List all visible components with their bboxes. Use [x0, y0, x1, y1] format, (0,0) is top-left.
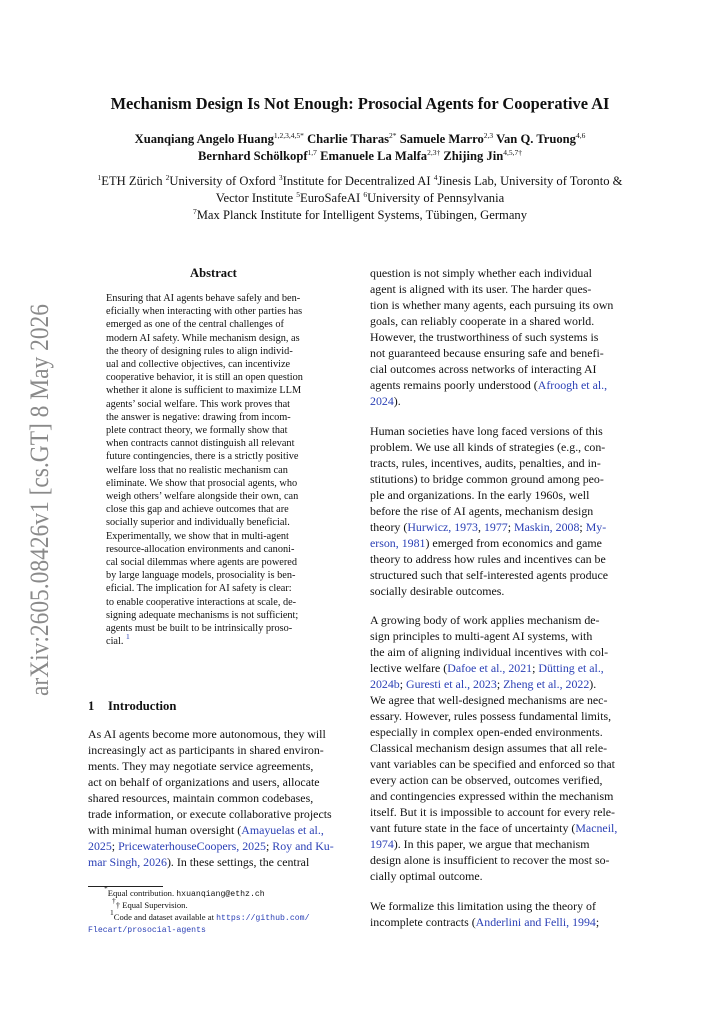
footnote-rule — [88, 886, 163, 887]
abstract-line: socially superior and individually beneficial. — [106, 517, 290, 529]
abstract-line-last — [106, 632, 330, 648]
text-run: ; — [579, 519, 586, 534]
affiliation-name: Vector Institute — [215, 191, 294, 205]
github-link[interactable]: https://github.com/ — [216, 914, 310, 923]
footnote-code-dataset-cont — [88, 924, 206, 935]
text-run: sign principles to multi-agent AI systems, with — [370, 629, 593, 644]
author-name: Zhijing Jin — [443, 149, 504, 163]
text-run: ple and organizations. In the early 1960s, well — [370, 487, 590, 502]
author-affiliation-marks: 2,3† — [427, 148, 441, 157]
text-run: Human societies have long faced versions of this — [370, 423, 603, 438]
right-column-line — [370, 661, 636, 676]
intro-line — [88, 855, 352, 870]
footnote-text: Equal contribution. — [107, 888, 177, 898]
paper-title: Mechanism Design Is Not Enough: Prosocial Agents for Cooperative AI — [110, 94, 610, 113]
right-column-line — [370, 789, 636, 804]
abstract-line: eliminate. We show that prosocial agents, who — [106, 477, 298, 489]
citation-link[interactable]: My- — [585, 519, 607, 534]
citation-link[interactable]: Maskin, 2008 — [514, 519, 580, 534]
text-run: before the rise of AI agents, mechanism design — [370, 503, 594, 518]
right-column-line — [370, 837, 636, 852]
citation-link[interactable]: mar Singh, 2026 — [88, 855, 167, 869]
right-column-line — [370, 298, 636, 313]
text-run: We agree that well-designed mechanisms are nec- — [370, 693, 608, 708]
citation-link[interactable]: Guresti et al., 2023 — [406, 677, 497, 692]
text-run: act on behalf of organizations and users, allocate — [88, 775, 320, 789]
right-column-line — [370, 346, 636, 361]
right-column-line — [370, 629, 636, 644]
affiliation-name: University of Oxford — [169, 174, 276, 188]
footnote-equal-supervision — [112, 896, 188, 910]
abstract-line: Experimentally, we show that in multi-agent — [106, 530, 289, 542]
right-column-line — [370, 899, 636, 914]
right-column-line — [370, 378, 636, 393]
right-column-line — [370, 282, 636, 297]
citation-link[interactable]: Amayuelas et al., — [241, 823, 324, 837]
text-run: question is not simply whether each individual — [370, 266, 592, 280]
citation-link[interactable]: 1977 — [483, 519, 508, 534]
abstract-heading: Abstract — [190, 266, 237, 280]
text-run: with minimal human oversight ( — [88, 823, 242, 837]
right-column-line — [370, 314, 636, 329]
right-column-line — [370, 821, 636, 836]
footnote-text: † Equal Supervision. — [115, 900, 188, 910]
text-run: theory to address how rules and incentives can be — [370, 551, 606, 566]
email-address[interactable]: hxuanqiang@ethz.ch — [176, 890, 265, 899]
abstract-line: signing adequate mechanisms is not sufficient; — [106, 609, 299, 621]
text-run: However, the trustworthiness of such systems is — [370, 330, 599, 344]
right-column-line — [370, 424, 636, 439]
footnote-mark: 1 — [110, 908, 114, 917]
affiliation-line-3 — [40, 208, 680, 223]
right-column-line — [370, 520, 636, 535]
affiliation-mark: 1 — [97, 173, 102, 182]
citation-link[interactable]: Dafoe et al., 2021 — [447, 661, 533, 676]
text-run: agent is aligned with its user. The harder ques- — [370, 282, 592, 296]
footnote-mark: † — [112, 896, 116, 905]
intro-line — [88, 823, 352, 838]
abstract-line: cooperative behavior, it is still an open question — [106, 372, 303, 384]
author-affiliation-marks: 2* — [389, 131, 397, 140]
right-column-line — [370, 456, 636, 471]
footnote-text: Code and dataset available at — [113, 912, 217, 922]
section-title: Introduction — [108, 699, 177, 713]
text-run: and contingencies expressed within the mechanism — [370, 789, 614, 804]
footnote-mark: * — [104, 884, 108, 893]
text-run: ; — [399, 677, 407, 692]
abstract-line: agents’ social welfare. This work proves that — [106, 398, 291, 410]
right-column-line — [370, 584, 636, 599]
affiliation-mark: 7 — [192, 207, 197, 216]
text-run: cially optimal outcome. — [370, 869, 483, 884]
citation-link[interactable]: Macneil, — [575, 821, 618, 836]
right-column-line — [370, 645, 636, 660]
abstract-line: eficially when interacting with other parties has — [106, 306, 303, 318]
affiliation-mark: 5 — [296, 190, 300, 199]
right-column-line — [370, 677, 636, 692]
author-affiliation-marks: 4,6 — [575, 131, 586, 140]
text-run: vant future state in the face of uncertainty ( — [370, 821, 576, 836]
abstract-line: welfare loss that no realistic mechanism can — [106, 464, 288, 476]
abstract-line: when contracts cannot distinguish all relevant — [106, 438, 295, 450]
text-run: increasingly act as participants in shared environ- — [88, 743, 324, 757]
right-column-line — [370, 472, 636, 487]
right-column-line — [370, 504, 636, 519]
abstract-line: the theory of designing rules to align individ- — [106, 345, 293, 357]
abstract-line: cial. — [106, 636, 124, 648]
abstract-line: eficial. The implication for AI safety is clear: — [106, 583, 292, 595]
right-column-line — [370, 853, 636, 868]
right-column-line — [370, 266, 636, 281]
footnote-code-dataset — [110, 908, 310, 923]
right-column-line — [370, 757, 636, 772]
right-column-line — [370, 741, 636, 756]
citation-link[interactable]: Dütting et al., — [538, 661, 604, 676]
abstract-line: ual and collective objectives, can incentivize — [106, 359, 291, 370]
right-column-line — [370, 709, 636, 724]
text-run: socially desirable outcomes. — [370, 583, 505, 598]
text-run: design alone is insufficient to recover the most so- — [370, 853, 610, 868]
author-name: Samuele Marro — [399, 132, 484, 146]
right-column-line — [370, 568, 636, 583]
citation-link[interactable]: 2024b — [370, 677, 400, 692]
affiliation-mark: 6 — [363, 190, 368, 199]
footnote-ref-1[interactable]: 1 — [126, 632, 130, 642]
right-column-line — [370, 394, 636, 409]
intro-line — [88, 807, 352, 822]
right-column-line — [370, 440, 636, 455]
author-name: Bernhard Schölkopf — [198, 149, 308, 163]
citation-link[interactable]: Roy and Ku- — [272, 839, 334, 853]
intro-line — [88, 775, 352, 790]
right-column-line — [370, 915, 636, 930]
github-link-continued[interactable]: Flecart/prosocial-agents — [88, 926, 206, 935]
abstract-line: weigh others’ welfare alongside their own, can — [106, 491, 299, 502]
text-run: incomplete contracts ( — [370, 914, 476, 929]
text-run: ments. They may negotiate service agreements, — [88, 759, 314, 773]
abstract-line: plete contract theory, we formally show that — [106, 425, 288, 436]
affiliation-name: Max Planck Institute for Intelligent Systems, Tübingen, Germany — [196, 208, 528, 222]
text-run: ). In this paper, we argue that mechanism — [393, 837, 590, 852]
abstract-line: close this gap and achieve outcomes that are — [106, 504, 289, 516]
right-column-line — [370, 536, 636, 551]
text-run: goals, can reliably cooperate in a shared world. — [370, 314, 595, 328]
author-affiliation-marks: 1,7 — [307, 148, 317, 157]
intro-line — [88, 743, 352, 758]
text-run: cial outcomes across networks of interacting AI — [370, 362, 597, 376]
affiliation-name: Institute for Decentralized AI — [282, 174, 431, 188]
text-run: not guaranteed because ensuring safe and benefi- — [370, 346, 604, 360]
citation-link[interactable]: erson, 1981 — [370, 535, 426, 550]
text-run: ) emerged from economics and game — [425, 535, 602, 550]
abstract-line: Ensuring that AI agents behave safely and ben- — [106, 293, 301, 304]
intro-line — [88, 759, 352, 774]
abstract-line: whether it alone is sufficient to maximize LLM — [106, 385, 302, 397]
citation-link[interactable]: Hurwicz, 1973 — [407, 519, 478, 534]
author-affiliation-marks: 2,3 — [483, 131, 494, 140]
abstract-line: by large language models, prosociality is ben- — [106, 570, 296, 582]
affiliation-line-1 — [40, 174, 680, 189]
text-run: theory ( — [370, 519, 408, 534]
abstract-line: modern AI safety. While mechanism design, as — [106, 332, 300, 344]
text-run: ; — [532, 661, 539, 676]
arxiv-stamp-text: arXiv:2605.08426v1 [cs.GT] 8 May 2026 — [25, 300, 54, 696]
text-run: As AI agents become more autonomous, they will — [88, 727, 326, 741]
text-run: shared resources, maintain common codebases, — [88, 791, 314, 805]
text-run: ; — [595, 914, 600, 929]
author-name: Charlie Tharas — [307, 132, 390, 146]
text-run: stitutions) to bridge common ground among peo- — [370, 471, 604, 486]
author-line-1 — [60, 132, 660, 147]
text-run: structured such that self-interested agents produce — [370, 567, 609, 582]
right-column-line — [370, 362, 636, 377]
text-run: , — [477, 519, 484, 534]
text-run: A growing body of work applies mechanism de- — [370, 613, 600, 628]
text-run: essary. However, rules possess fundamental limits, — [370, 709, 612, 724]
right-column-line — [370, 330, 636, 345]
right-column-line — [370, 725, 636, 740]
abstract-line: the answer is negative: drawing from incom- — [106, 411, 291, 423]
citation-link[interactable]: Afroogh et al., — [537, 378, 608, 392]
affiliation-name: University of Pennsylvania — [367, 191, 505, 205]
right-column-line — [370, 805, 636, 820]
citation-link[interactable]: Zheng et al., 2022 — [503, 677, 590, 692]
abstract-line: future contingencies, there is a strictly positive — [106, 451, 299, 463]
right-column-line — [370, 613, 636, 628]
abstract-line: cal social dilemmas where agents are powered — [106, 557, 297, 568]
abstract-line: emerged as one of the central challenges of — [106, 319, 284, 331]
text-run: ; — [507, 519, 514, 534]
text-run: ; — [111, 839, 119, 853]
author-name: Van Q. Truong — [496, 132, 576, 146]
arxiv-identifier-stamp — [18, 300, 58, 700]
affiliation-name: ETH Zürich — [101, 174, 163, 188]
right-column-line — [370, 869, 636, 884]
intro-line — [88, 839, 352, 854]
affiliation-mark: 4 — [433, 173, 438, 182]
text-run: the aim of aligning individual incentives with col- — [370, 645, 609, 660]
text-run: vant variables can be specified and enforced so that — [370, 757, 615, 772]
citation-link[interactable]: Anderlini and Felli, 1994 — [475, 914, 596, 929]
text-run: ). — [393, 394, 401, 408]
text-run: ; — [266, 839, 273, 853]
text-run: itself. But it is impossible to account for every rele- — [370, 805, 616, 820]
text-run: every action can be observed, outcomes verified, — [370, 773, 603, 788]
abstract-line: agents must be built to be intrinsically proso- — [106, 623, 293, 634]
text-run: tion is whether many agents, each pursuing its own — [370, 298, 614, 312]
section-number: 1 — [88, 699, 95, 713]
author-name: Xuanqiang Angelo Huang — [134, 132, 274, 146]
text-run: ). In these settings, the central — [166, 855, 310, 869]
text-run: ). — [589, 677, 597, 692]
right-column-line — [370, 773, 636, 788]
author-affiliation-marks: 4,5,7† — [503, 148, 522, 157]
right-column-line — [370, 693, 636, 708]
abstract-line: resource-allocation environments and canoni- — [106, 543, 295, 555]
text-run: Classical mechanism design assumes that all rele- — [370, 741, 608, 756]
text-run: problem. We use all kinds of strategies (e.g., con- — [370, 439, 606, 454]
right-column-line — [370, 488, 636, 503]
text-run: especially in complex open-ended environments. — [370, 725, 603, 740]
citation-link[interactable]: 1974 — [370, 837, 394, 852]
text-run: We formalize this limitation using the theory of — [370, 898, 596, 913]
author-affiliation-marks: 1,2,3,4,5* — [273, 131, 304, 140]
text-run: trade information, or execute collaborative projects — [88, 807, 332, 821]
text-run: tracts, rules, incentives, audits, penalties, and in- — [370, 455, 601, 470]
author-line-2 — [60, 149, 660, 164]
text-run: ; — [496, 677, 504, 692]
affiliation-name: EuroSafeAI — [300, 191, 361, 205]
affiliation-mark: 3 — [278, 173, 283, 182]
author-name: Emanuele La Malfa — [320, 149, 428, 163]
footnote-equal-contribution — [104, 884, 265, 899]
right-column-line — [370, 552, 636, 567]
abstract-line: to enable cooperative interactions at scale, de- — [106, 596, 297, 608]
affiliation-name: Jinesis Lab, University of Toronto & — [437, 174, 623, 188]
intro-line — [88, 791, 352, 806]
affiliation-line-2 — [40, 191, 680, 206]
section-heading-introduction — [88, 699, 176, 714]
citation-link[interactable]: 2025 — [88, 839, 112, 853]
text-run: agents remains poorly understood ( — [370, 378, 538, 392]
intro-line — [88, 727, 352, 742]
text-run: lective welfare ( — [370, 661, 448, 676]
citation-link[interactable]: PricewaterhouseCoopers, 2025 — [118, 839, 266, 853]
affiliation-mark: 2 — [165, 173, 170, 182]
citation-link[interactable]: 2024 — [370, 394, 394, 408]
